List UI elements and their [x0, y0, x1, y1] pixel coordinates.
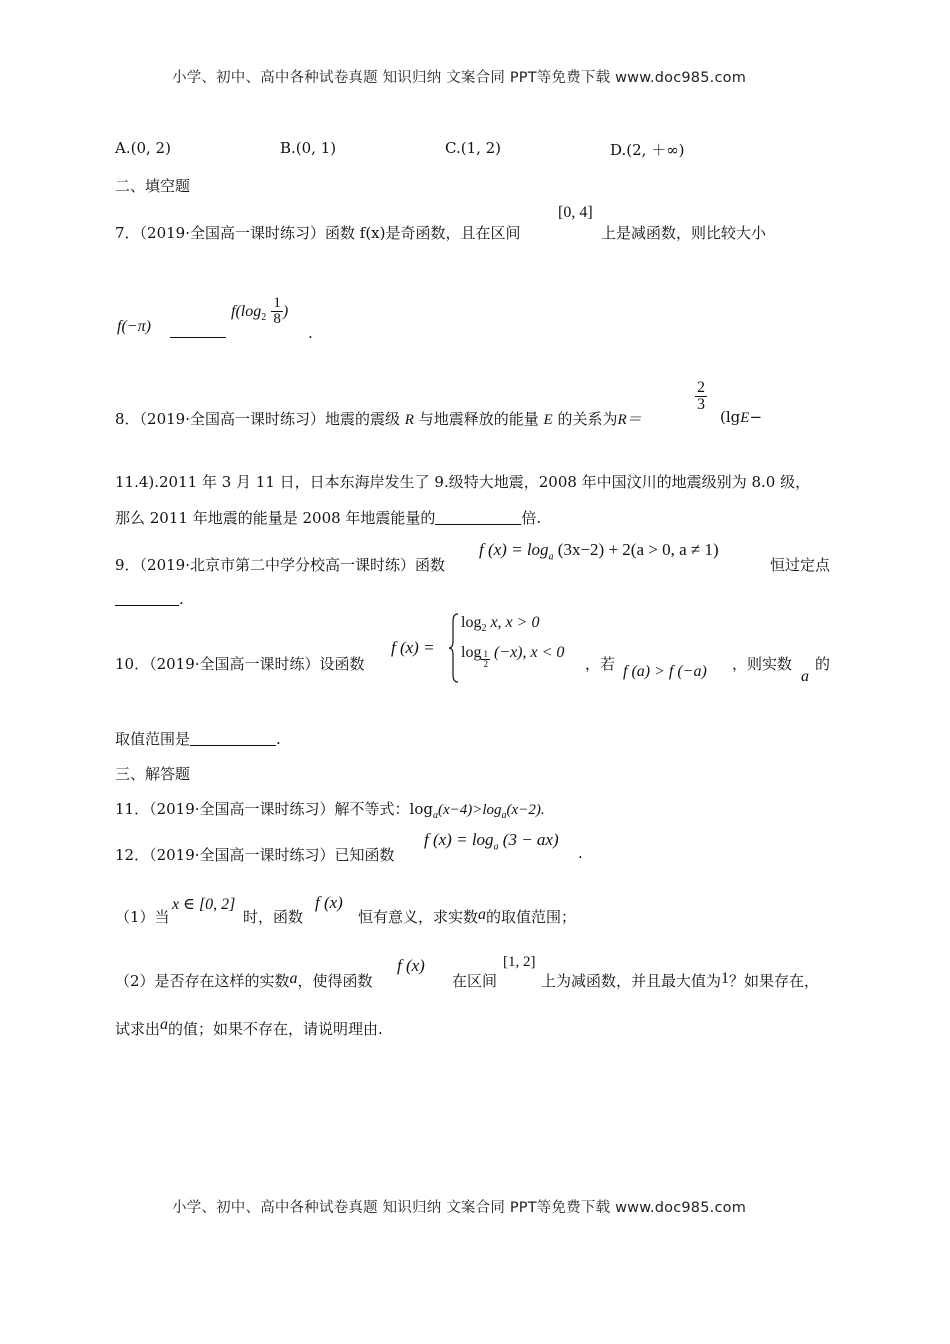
q12-part1-label: （1）当 — [115, 908, 170, 926]
question-9-line1: 9．（2019·北京市第二中学分校高一课时练）函数 — [115, 556, 446, 574]
q12-part2-fx: f (x) — [397, 956, 425, 975]
q10-fx: f (x) = — [391, 638, 435, 657]
q12-part1-fx: f (x) — [315, 893, 343, 912]
question-10-line2: 取值范围是 . — [115, 730, 281, 748]
q9-blank[interactable] — [115, 591, 179, 606]
q8-fraction: $\frac{2}{3}$ — [697, 379, 705, 413]
q9-answer-line: . — [115, 590, 184, 608]
q12-part2-line1: （2）是否存在这样的实数a，使得函数 — [115, 970, 373, 990]
q12-part2-text2: 上为减函数，并且最大值为1？如果存在， — [541, 970, 820, 990]
q7-right-expr: $f(\log_2$ $\frac{1}{8}$ ) — [231, 295, 289, 327]
q12-part2-text: 在区间 — [452, 972, 498, 990]
q10-brace — [449, 613, 457, 683]
question-8-line1: 8．（2019·全国高一课时练习）地震的震级 R 与地震释放的能量 E 的关系为R＝ — [115, 410, 642, 428]
option-c: C.(1, 2) — [445, 139, 502, 157]
q8-blank[interactable] — [435, 510, 521, 525]
q10-text4: 的 — [815, 655, 831, 673]
q12-part1-domain: x ∈ [0, 2] — [172, 896, 236, 913]
question-10-line1: 10．（2019·全国高一课时练）设函数 — [115, 655, 365, 673]
question-8-line3: 那么 2011 年地震的能量是 2008 年地震能量的 倍. — [115, 509, 542, 527]
q8-lg: (lgE− — [720, 408, 763, 426]
q12-formula: f $(x) = \log_a (3 - ax)$ — [424, 830, 559, 853]
option-b: B.(0, 1) — [280, 139, 337, 157]
q7-left-expr: f(−π) — [117, 318, 151, 335]
q7-interval: [0, 4] — [558, 204, 593, 221]
question-8-line2: 11.4).2011 年 3 月 11 日，日本东海岸发生了 9.级特大地震，2008 年中国汶川的地震级别为 8.0 级， — [115, 473, 811, 491]
question-12-line1: 12．（2019·全国高一课时练习）已知函数 — [115, 846, 395, 864]
q12-part1-text2: 恒有意义，求实数a的取值范围； — [358, 906, 577, 926]
q7-source: （2019·全国高一课时练习） — [139, 224, 325, 242]
q12-end: . — [578, 844, 583, 862]
option-d: D.(2, ＋∞) — [610, 141, 685, 159]
q10-text3: ，则实数 — [732, 655, 793, 673]
q12-part2-line2: 试求出a的值；如果不存在，请说明理由. — [115, 1016, 383, 1038]
question-11: 11．（2019·全国高一课时练习）解不等式：$\log_a(x-4)>\log_a(x-2)$. — [115, 800, 545, 821]
q7-number: 7． — [115, 224, 140, 242]
q10-case2: log $\frac{1}{2}$ (−x), x < 0 — [461, 644, 565, 669]
q10-var-a: a — [801, 668, 809, 685]
q10-text2: ，若 — [585, 655, 616, 673]
q12-part2-interval: [1, 2] — [503, 954, 536, 970]
page-footer: 小学、初中、高中各种试卷真题 知识归纳 文案合同 PPT等免费下载 www.doc985.com — [172, 1200, 747, 1216]
q9-formula: f $(x) = \log_a (3x-2) + 2(a > 0$, a ≠ 1) — [479, 540, 719, 563]
page-header: 小学、初中、高中各种试卷真题 知识归纳 文案合同 PPT等免费下载 www.doc985.com — [172, 70, 747, 86]
q7-blank[interactable] — [170, 336, 226, 338]
q10-blank[interactable] — [190, 731, 276, 746]
q7-end: . — [308, 324, 313, 342]
q9-text2: 恒过定点 — [770, 556, 831, 574]
question-7-line1: 7．（2019·全国高一课时练习）函数 f(x)是奇函数，且在区间 — [115, 224, 521, 242]
option-a: A.(0, 2) — [115, 139, 171, 157]
section-solutions: 三、解答题 — [115, 765, 191, 783]
q12-part1-text: 时，函数 — [243, 908, 304, 926]
section-fill-in: 二、填空题 — [115, 177, 191, 195]
q10-case1: $\log_2 x$, x > 0 — [461, 614, 540, 635]
q7-text2: 上是减函数，则比较大小 — [601, 224, 767, 242]
q10-condition: f (a) > f (−a) — [623, 663, 707, 680]
